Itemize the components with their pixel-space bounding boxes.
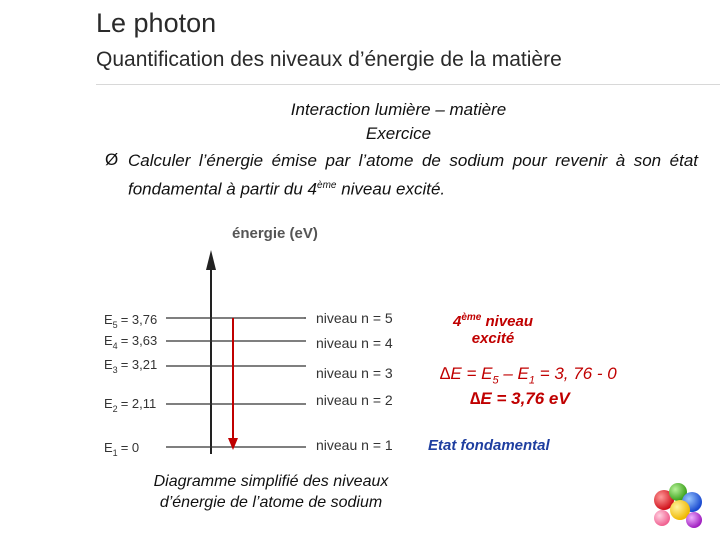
pink-ball-icon [654,510,670,526]
level-label: niveau n = 2 [316,392,393,408]
eq1-part-b: – E [498,364,529,383]
level-label: niveau n = 5 [316,310,393,326]
energy-level-row [104,333,393,351]
energy-symbol: $E_3 = 3,21$ [104,357,158,375]
energy-symbol: $E_2 = 2,11$ [104,396,157,414]
eq1-sub1: 1 [528,374,535,387]
eq2-text: E = 3,76 eV [480,389,570,408]
task-superscript: ème [317,180,337,191]
eq1-part-c: = 3, 76 - 0 [534,364,617,383]
level-label: niveau n = 4 [316,335,393,351]
task-text-part1: Calculer l’énergie émise par l’atome de sodium pour revenir à son état fondamental à partir du 4 [128,151,698,199]
energy-symbol: $E_1 = 0$ [104,440,140,458]
level-label: niveau n = 3 [316,365,393,381]
delta-symbol-result: ∆ [470,389,481,408]
exercise-heading: Interaction lumière – matière [290,100,507,119]
energy-symbol: $E_4 = 3,63$ [104,333,158,351]
caption-line1: Diagramme simplifié des niveaux [153,473,389,490]
equation-delta-e [440,364,617,386]
energy-level-row [104,392,393,414]
energy-axis-label: énergie (eV) [232,225,318,242]
excited-level-label [438,312,548,347]
excited-label-line2: excité [471,330,515,347]
energy-level-row [104,437,393,458]
diagram-caption [126,471,416,513]
energy-symbol: $E_5 = 3,76$ [104,312,158,330]
slide-title: Le photon [96,8,217,38]
eq1-part-a: E = E [450,364,493,383]
excited-label-rest: niveau [481,313,534,330]
energy-level-row [104,357,393,381]
delta-symbol: ∆ [440,364,451,383]
colored-balls-logo [648,480,708,532]
task-text-part2: niveau excité. [336,179,446,199]
energy-level-row [104,310,393,330]
caption-line2: d’énergie de l’atome de sodium [159,494,383,511]
bullet-arrow-icon: Ø [105,150,119,169]
excited-label-sup: ème [461,312,482,323]
level-label: niveau n = 1 [316,437,393,453]
excited-label-number: 4 [452,313,462,330]
ground-state-label: Etat fondamental [428,437,550,454]
energy-axis-arrowhead [206,250,216,270]
eq1-sub5: 5 [492,374,499,387]
purple-ball-icon [686,512,702,528]
exercise-label: Exercice [365,124,432,143]
equation-result [470,389,570,409]
slide-subtitle: Quantification des niveaux d’énergie de la matière [96,48,562,71]
transition-arrowhead [228,438,238,450]
